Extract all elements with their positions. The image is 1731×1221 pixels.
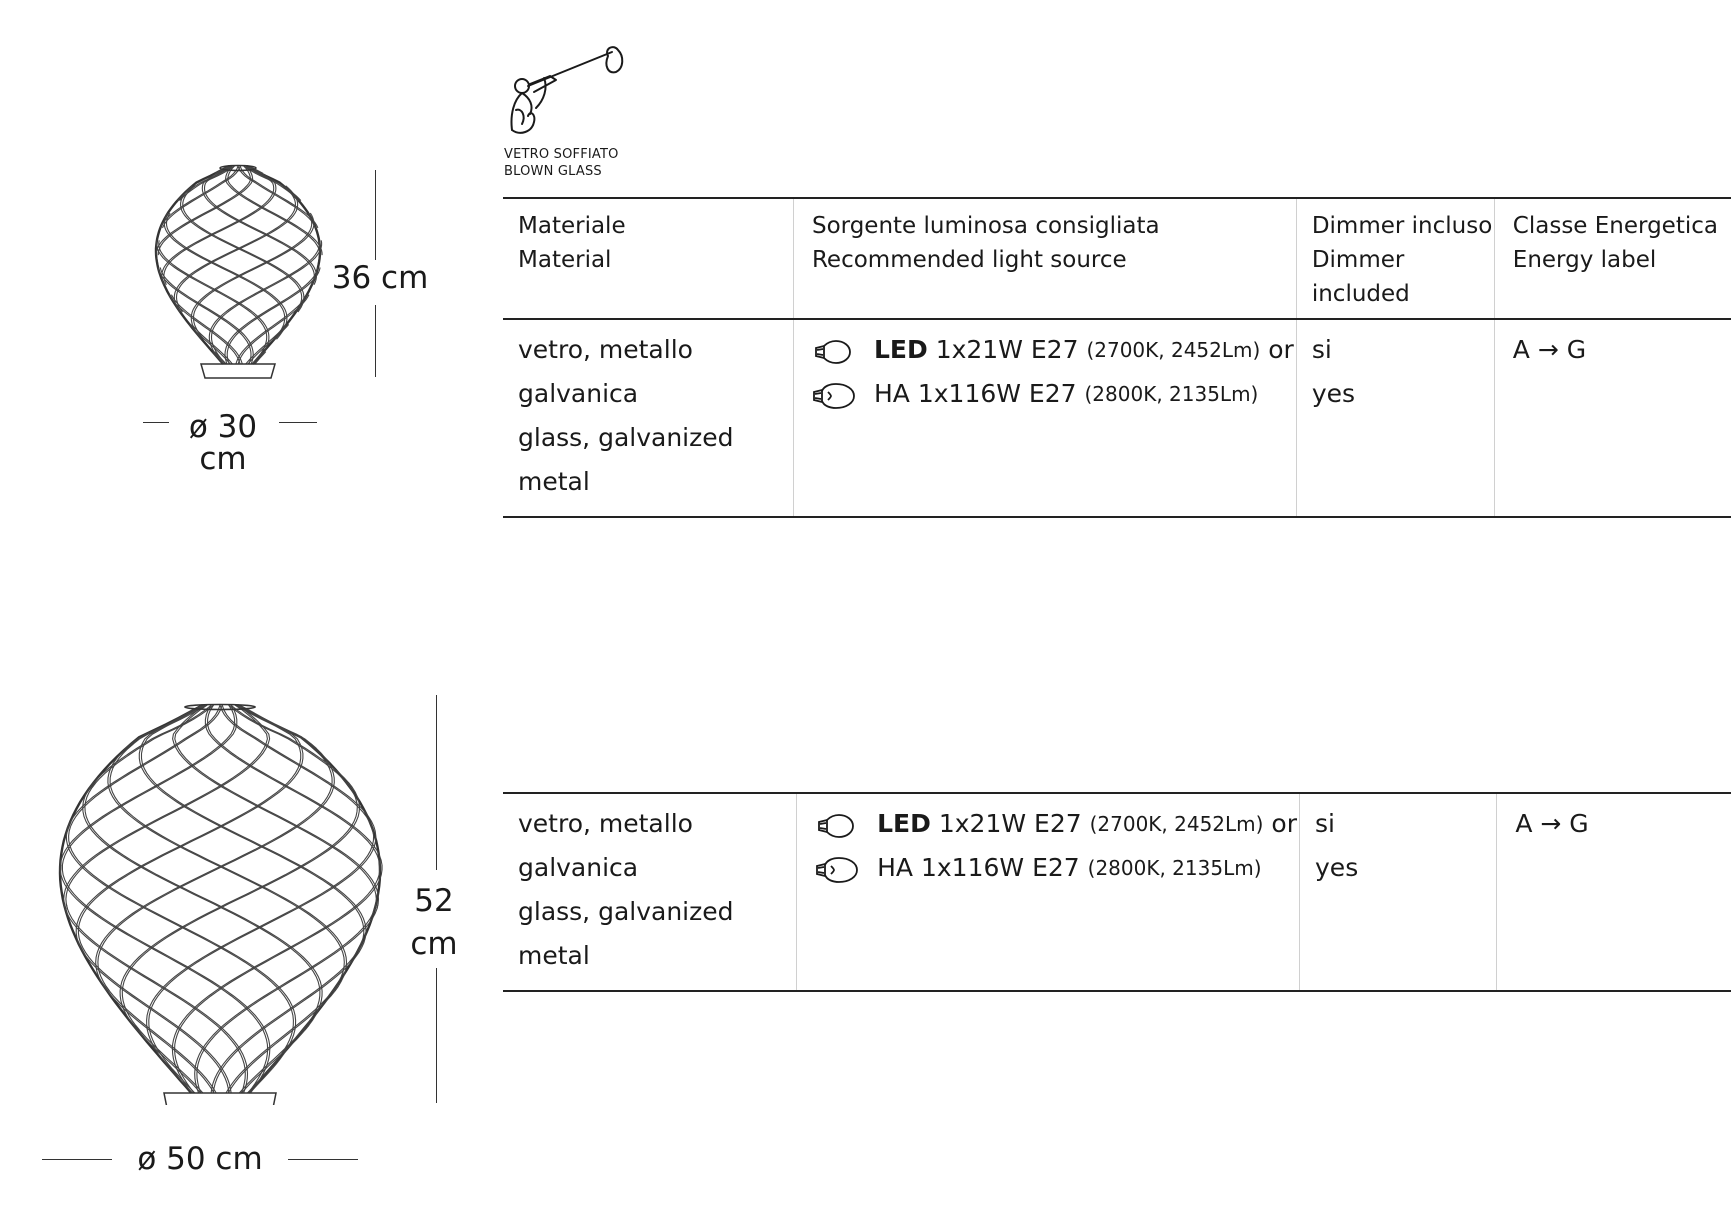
header-material — [503, 198, 793, 319]
small-lamp-height-line-bottom — [375, 305, 376, 377]
led-type: LED — [877, 809, 931, 838]
light-source-cell — [797, 793, 1300, 991]
led-detail: (2700K, 2452Lm) — [1086, 338, 1261, 362]
header-energy — [1494, 198, 1731, 319]
large-lamp-diameter-label: ø 50 cm — [137, 1141, 263, 1177]
ha-detail: (2800K, 2135Lm) — [1084, 382, 1259, 406]
energy-cell — [1494, 319, 1731, 517]
large-lamp-height-line-bottom — [436, 968, 437, 1103]
large-lamp-diameter-line-left — [42, 1159, 112, 1160]
small-lamp-diameter-unit: cm — [199, 441, 247, 477]
ha-spec: 1x116W E27 — [920, 853, 1080, 882]
table-row — [503, 793, 1731, 991]
material-it: vetro, metallo galvanica — [518, 809, 693, 882]
blown-glass-caption-en: BLOWN GLASS — [504, 164, 602, 179]
table-header-row — [503, 198, 1731, 319]
led-detail: (2700K, 2452Lm) — [1089, 812, 1264, 836]
large-lamp-height-unit: cm — [410, 926, 458, 962]
header-energy-en: Energy label — [1512, 247, 1657, 273]
halogen-bulb-icon — [812, 380, 856, 408]
ha-spec: 1x116W E27 — [917, 379, 1077, 408]
header-light-source — [793, 198, 1296, 319]
led-bulb-icon — [812, 336, 856, 364]
led-or: or — [1271, 809, 1297, 838]
material-cell — [503, 793, 797, 991]
spec-table-large — [503, 792, 1731, 992]
glassblower-icon — [500, 44, 625, 148]
halogen-line — [815, 846, 1299, 890]
energy-label: A → G — [1515, 809, 1589, 838]
header-light-source-en: Recommended light source — [811, 247, 1127, 273]
dimmer-it: si — [1311, 335, 1332, 364]
material-cell — [503, 319, 793, 517]
material-it: vetro, metallo galvanica — [518, 335, 693, 408]
header-material-it: Materiale — [518, 213, 626, 239]
halogen-bulb-icon — [815, 854, 859, 882]
led-bulb-icon — [815, 810, 859, 838]
dimmer-it: si — [1315, 809, 1335, 838]
large-lamp-diameter-line-right — [288, 1159, 358, 1160]
dimmer-en: yes — [1315, 853, 1359, 882]
small-lamp-diameter-line-right — [279, 422, 317, 423]
material-en: glass, galvanized metal — [518, 423, 734, 496]
ha-type: HA — [877, 853, 914, 882]
led-spec: 1x21W E27 — [935, 335, 1079, 364]
energy-label: A → G — [1512, 335, 1587, 364]
small-lamp-height-line-top — [375, 170, 376, 260]
energy-cell — [1497, 793, 1731, 991]
header-material-en: Material — [518, 247, 612, 273]
ha-detail: (2800K, 2135Lm) — [1087, 856, 1262, 880]
led-spec: 1x21W E27 — [938, 809, 1082, 838]
material-en: glass, galvanized metal — [518, 897, 734, 970]
blown-glass-caption-it: VETRO SOFFIATO — [504, 147, 619, 162]
ha-type: HA — [873, 379, 910, 408]
large-lamp-height-value: 52 — [414, 883, 454, 919]
dimmer-cell — [1296, 319, 1494, 517]
header-dimmer-en: Dimmer included — [1311, 247, 1410, 307]
blown-glass-caption — [504, 146, 619, 180]
table-row — [503, 319, 1731, 517]
large-lamp-drawing — [40, 695, 400, 1105]
led-or: or — [1268, 335, 1294, 364]
small-lamp-diameter-line-left — [143, 422, 169, 423]
header-dimmer — [1296, 198, 1494, 319]
led-type: LED — [873, 335, 928, 364]
halogen-line — [812, 372, 1296, 416]
header-dimmer-it: Dimmer incluso — [1311, 213, 1493, 239]
small-lamp-drawing — [138, 160, 338, 380]
header-light-source-it: Sorgente luminosa consigliata — [811, 213, 1160, 239]
large-lamp-height-line-top — [436, 695, 437, 870]
led-line — [812, 328, 1296, 372]
small-lamp-height-label: 36 cm — [331, 260, 429, 296]
light-source-cell — [793, 319, 1296, 517]
dimmer-cell — [1300, 793, 1497, 991]
header-energy-it: Classe Energetica — [1512, 213, 1718, 239]
dimmer-en: yes — [1311, 379, 1356, 408]
led-line — [815, 802, 1299, 846]
small-lamp-diameter-value: ø 30 — [188, 409, 258, 445]
spec-table-small — [503, 197, 1731, 518]
